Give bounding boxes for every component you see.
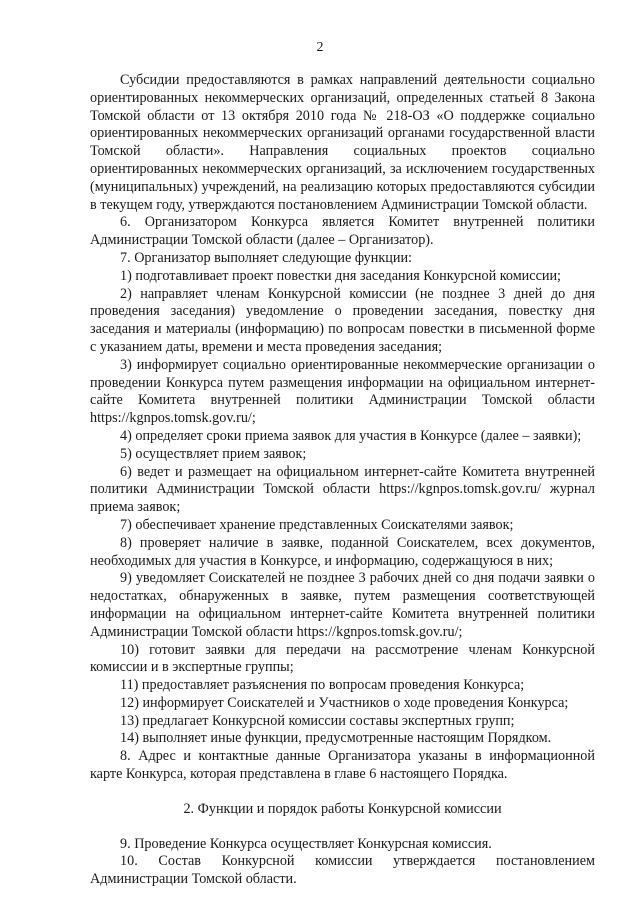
function-item-14: 14) выполняет иные функции, предусмотренные настоящим Порядком. (120, 730, 552, 747)
paragraph-6-organizer: 6. Организатором Конкурса является Комитет внутренней политики Администрации Томской области (далее – Организатор). (90, 214, 595, 249)
section-heading: 2. Функции и порядок работы Конкурсной комиссии (183, 800, 502, 817)
paragraph-subsidies-directions: Субсидии предоставляются в рамках направлений деятельности социально ориентированных некоммерческих организаций, определенных статьей 8 Закона Томской области от 13 октября 2010 года № 218-ОЗ «О поддержке социально ориентированных некоммерческих организаций органами государственной власти Томской области». Направления социальных проектов социально ориентированных некоммерческих организаций, за исключением государственных (муниципальных) учреждений, на реализацию которых предоставляются субсидии в текущем году, утверждаются постановлением Администрации Томской области. (90, 72, 595, 213)
paragraph-8-contacts: 8. Адрес и контактные данные Организатора указаны в информационной карте Конкурса, которая представлена в главе 6 настоящего Порядка. (90, 748, 595, 783)
function-item-6: 6) ведет и размещает на официальном интернет-сайте Комитета внутренней политики Администрации Томской области https://kgnpos.tomsk.gov.ru/ журнал приема заявок; (90, 463, 595, 516)
function-item-13: 13) предлагает Конкурсной комиссии составы экспертных групп; (120, 712, 515, 729)
paragraph-7-functions: 7. Организатор выполняет следующие функции: (120, 249, 412, 266)
document-body (90, 72, 595, 889)
function-item-2: 2) направляет членам Конкурсной комиссии (не позднее 3 дней до дня проведения заседания) уведомление о проведении заседания, повестку дня заседания и материалы (информацию) по вопросам повестки в письменной форме с указанием даты, времени и места проведения заседания; (90, 285, 595, 355)
function-item-8: 8) проверяет наличие в заявке, поданной Соискателем, всех документов, необходимых для участия в Конкурсе, и информацию, содержащуюся в них; (90, 534, 595, 569)
function-item-5: 5) осуществляет прием заявок; (120, 445, 307, 462)
paragraph-9-commission: 9. Проведение Конкурса осуществляет Конкурсная комиссия. (120, 835, 492, 852)
function-item-10: 10) готовит заявки для передачи на рассмотрение членам Конкурсной комиссии и в экспертные группы; (90, 641, 595, 676)
function-item-7: 7) обеспечивает хранение представленных Соискателями заявок; (120, 516, 514, 533)
page-number: 2 (316, 40, 324, 55)
function-item-11: 11) предоставляет разъяснения по вопросам проведения Конкурса; (120, 677, 525, 694)
paragraph-10-composition: 10. Состав Конкурсной комиссии утверждается постановлением Администрации Томской области. (90, 853, 595, 888)
function-item-9: 9) уведомляет Соискателей не позднее 3 рабочих дней со дня подачи заявки о недостатках, обнаруженных в заявке, путем размещения соответствующей информации на официальном интернет-сайте Комитета внутренней политики Администрации Томской области https://kgnpos.tomsk.gov.ru/; (90, 570, 595, 640)
function-item-12: 12) информирует Соискателей и Участников о ходе проведения Конкурса; (120, 694, 569, 711)
function-item-3: 3) информирует социально ориентированные некоммерческие организации о проведении Конкурса путем размещения информации на официальном интернет-сайте Комитета внутренней политики Администрации Томской области https://kgnpos.tomsk.gov.ru/; (90, 356, 595, 427)
function-item-4: 4) определяет сроки приема заявок для участия в Конкурсе (далее – заявки); (120, 427, 582, 444)
function-item-1: 1) подготавливает проект повестки дня заседания Конкурсной комиссии; (120, 267, 561, 284)
